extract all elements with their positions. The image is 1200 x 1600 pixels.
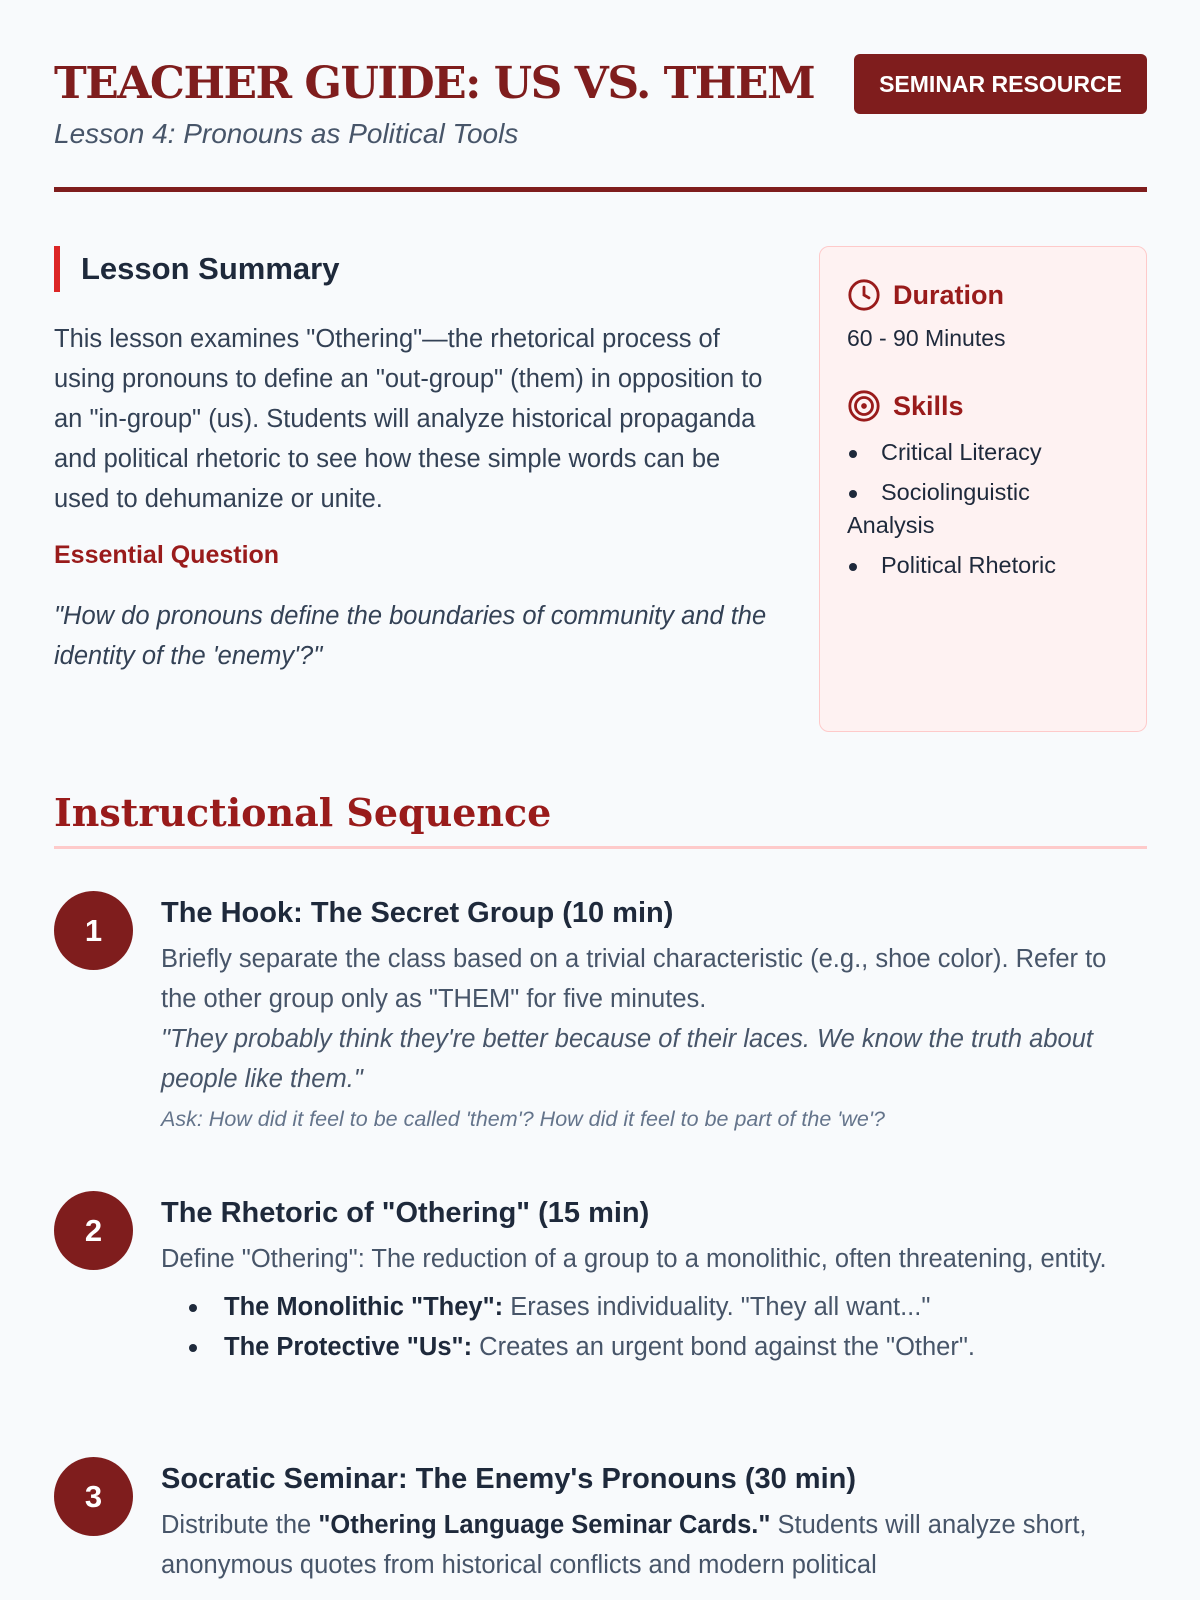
instructional-sequence-heading: Instructional Sequence	[54, 790, 552, 835]
step-quote: "They probably think they're better because of their laces. We know the truth about people like them."	[161, 1025, 1093, 1093]
step-body	[161, 1457, 1147, 1585]
page-title: TEACHER GUIDE: US VS. THEM	[54, 58, 815, 109]
step-text-pre: Distribute the	[161, 1511, 319, 1539]
page-subtitle: Lesson 4: Pronouns as Political Tools	[54, 118, 519, 149]
step-title: The Rhetoric of "Othering" (15 min)	[161, 1197, 650, 1229]
step-text: Define "Othering": The reduction of a group to a monolithic, often threatening, entity.	[161, 1245, 1107, 1273]
step-number-badge: 2	[54, 1191, 133, 1270]
seminar-cards-name: "Othering Language Seminar Cards."	[318, 1511, 771, 1539]
page-header	[54, 52, 1147, 192]
step-text: Briefly separate the class based on a trivial characteristic (e.g., shoe color). Refer to the other group only as "THEM" for five minutes.	[161, 945, 1107, 1013]
skills-list	[847, 436, 1119, 582]
skills-label: Skills	[893, 390, 964, 421]
bullet-desc: Erases individuality. "They all want..."	[503, 1293, 931, 1321]
bullet-term: The Monolithic "They":	[224, 1293, 504, 1321]
step-number-badge: 3	[54, 1457, 133, 1536]
duration-value: 60 - 90 Minutes	[847, 325, 1006, 351]
list-item	[161, 1287, 1147, 1327]
header-divider	[54, 187, 1147, 192]
sequence-divider	[54, 846, 1147, 849]
step-text-post: Students will analyze short, anonymous quotes from historical conflicts and modern political	[161, 1511, 1087, 1579]
lesson-summary-header	[54, 246, 774, 294]
step-ask-prompt: Ask: How did it feel to be called 'them'? How did it feel to be part of the 'we'?	[161, 1107, 885, 1131]
bullet-desc: Creates an urgent bond against the "Other".	[472, 1333, 975, 1361]
list-item	[161, 1327, 1147, 1367]
step-body	[161, 1191, 1147, 1367]
lesson-summary-text: This lesson examines "Othering"—the rhetorical process of using pronouns to define an "out-group" (them) in opposition to an "in-group" (us). Students will analyze historical propaganda and political rhetoric to see how these simple words can be used to dehumanize or unite.	[54, 325, 763, 513]
step-title: The Hook: The Secret Group (10 min)	[161, 897, 674, 929]
step-title: Socratic Seminar: The Enemy's Pronouns (30 min)	[161, 1463, 857, 1495]
bullet-term: The Protective "Us":	[224, 1333, 473, 1361]
skill-item: Sociolinguistic Analysis	[847, 476, 1119, 542]
essential-question-label: Essential Question	[54, 541, 280, 569]
skills-header	[847, 386, 1119, 426]
step-body	[161, 891, 1147, 1132]
lesson-summary-heading: Lesson Summary	[81, 251, 340, 286]
skill-item: Political Rhetoric	[847, 549, 1119, 582]
skill-item: Critical Literacy	[847, 436, 1119, 469]
essential-question-text: "How do pronouns define the boundaries of community and the identity of the 'enemy'?"	[54, 602, 767, 670]
step-text	[161, 1505, 1147, 1585]
lesson-summary-section	[54, 246, 774, 676]
seminar-resource-badge: SEMINAR RESOURCE	[854, 54, 1147, 114]
step-bullet-list	[161, 1287, 1147, 1367]
step-number-badge: 1	[54, 891, 133, 970]
lesson-info-card	[819, 246, 1147, 732]
summary-accent-bar	[54, 246, 60, 292]
duration-header	[847, 275, 1119, 315]
target-icon	[847, 389, 881, 423]
clock-icon	[847, 278, 881, 312]
duration-label: Duration	[893, 279, 1004, 310]
